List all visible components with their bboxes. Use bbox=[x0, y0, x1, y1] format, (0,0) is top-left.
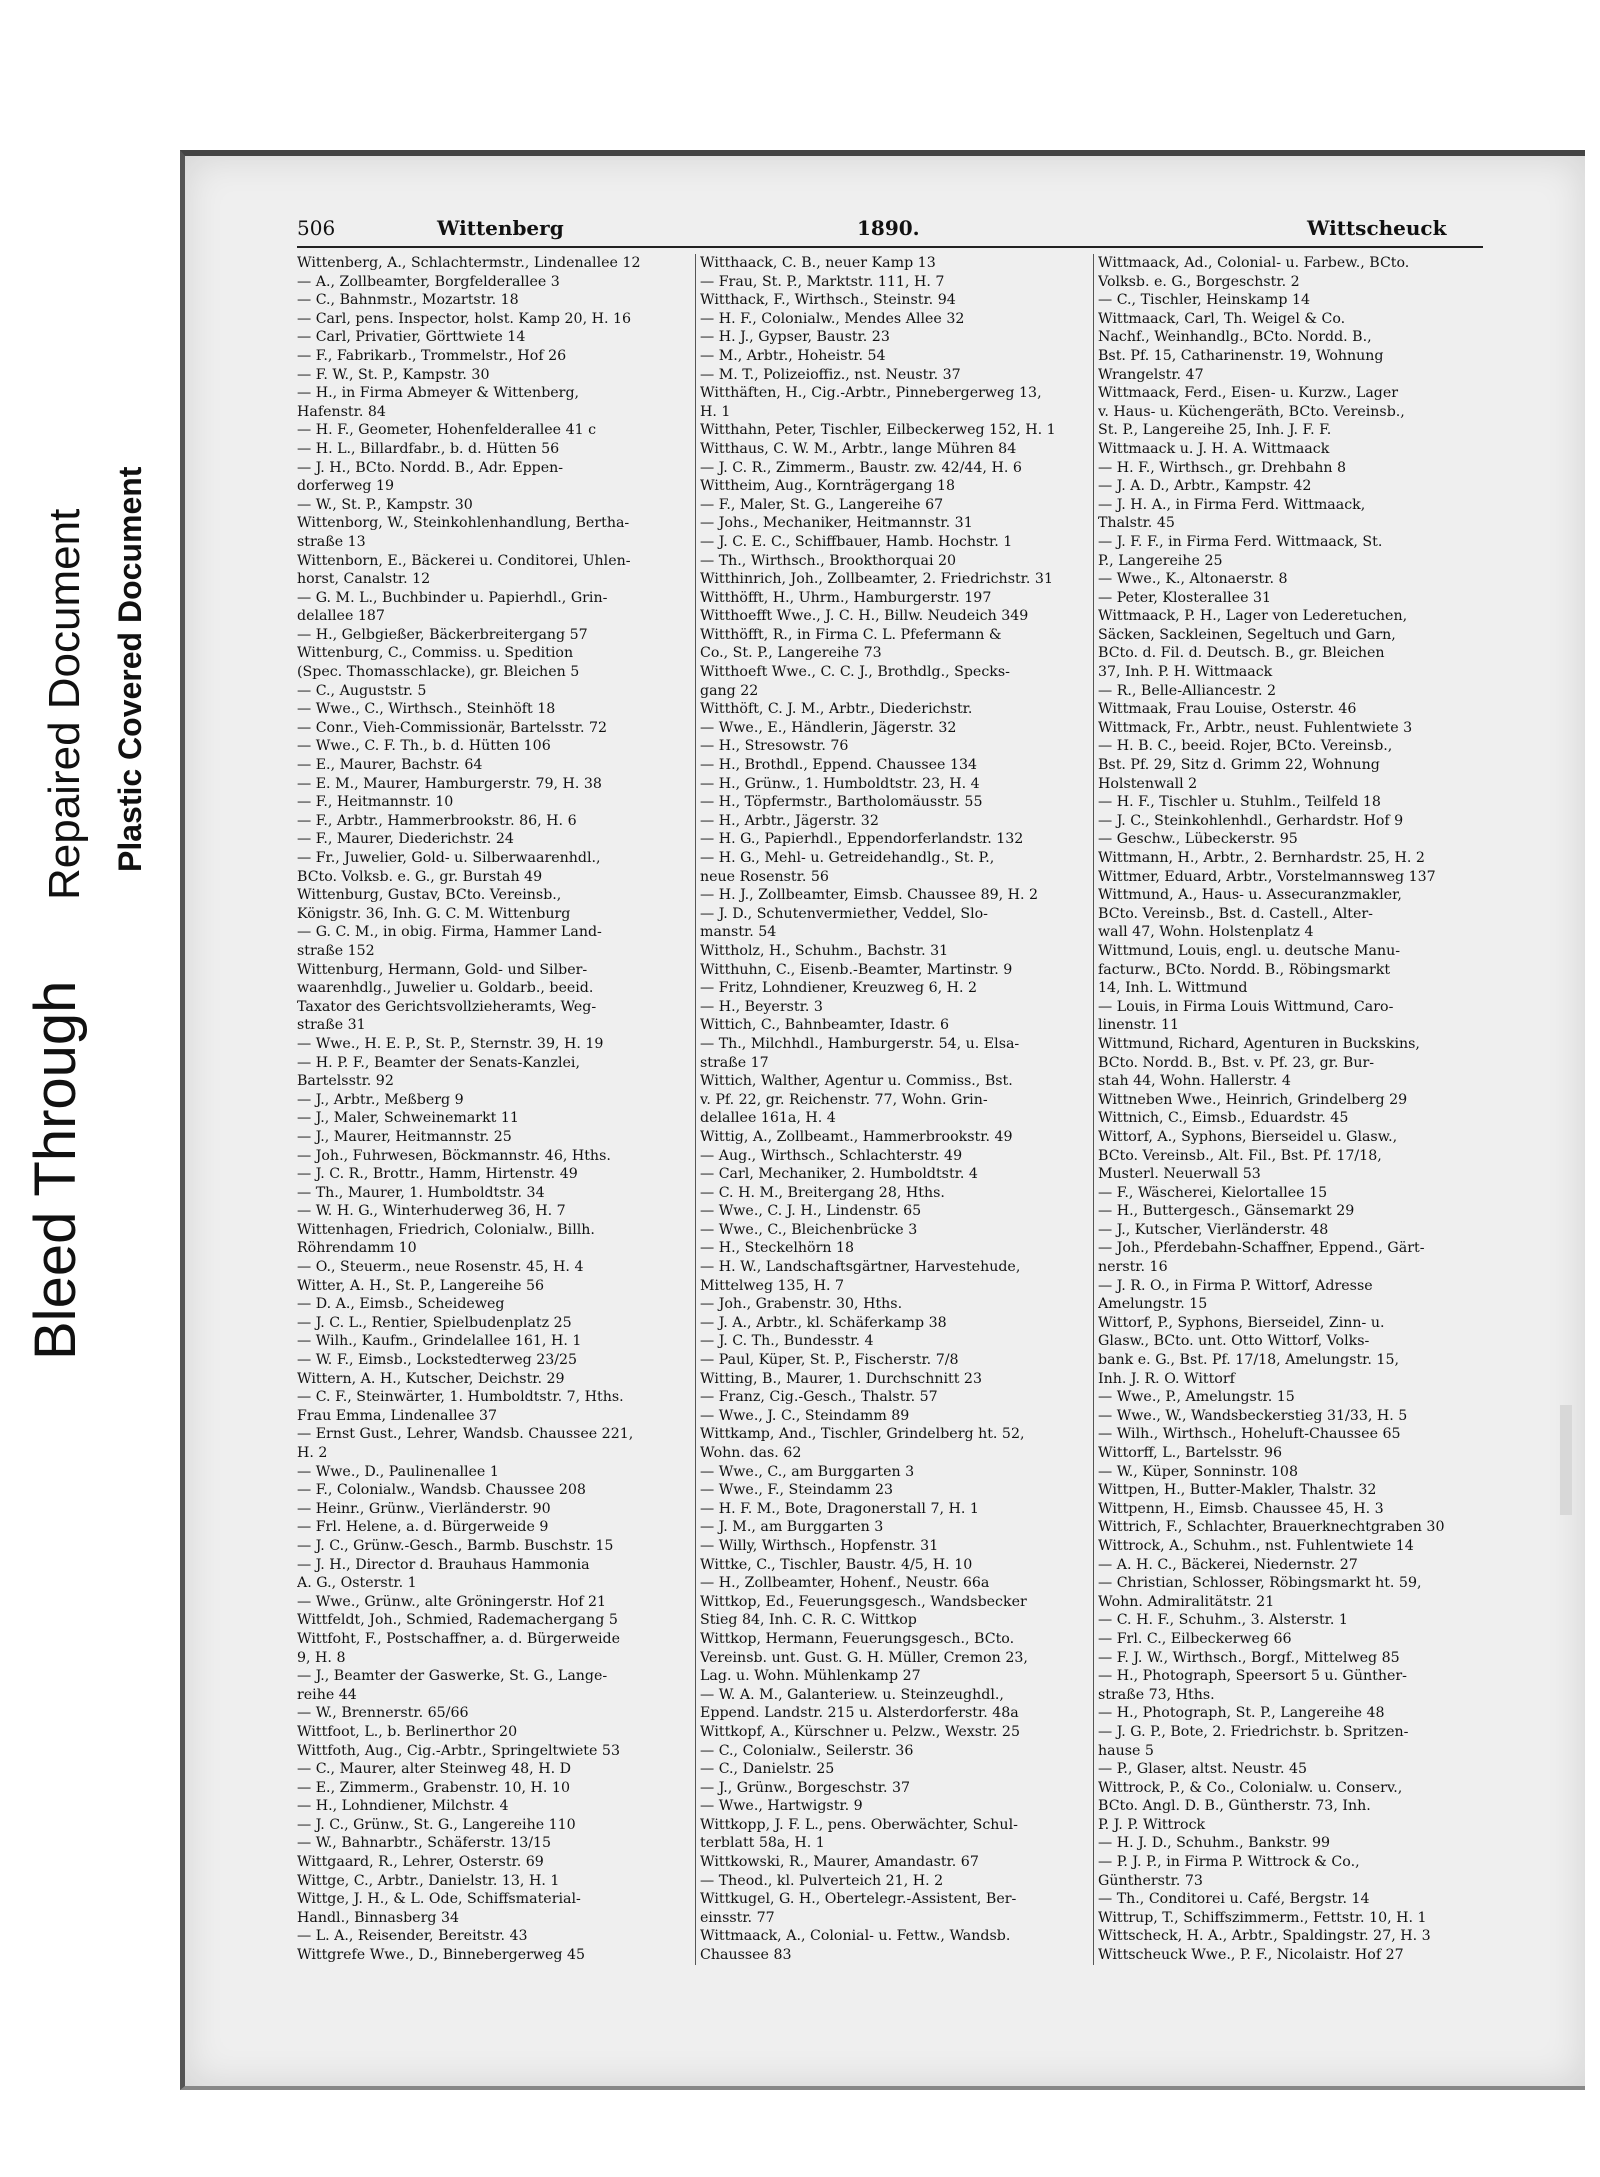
directory-entry: — H., Steckelhörn 18 bbox=[700, 1240, 855, 1257]
directory-entry: — H., Brothdl., Eppend. Chaussee 134 bbox=[700, 757, 978, 774]
directory-entry: Bst. Pf. 29, Sitz d. Grimm 22, Wohnung bbox=[1098, 757, 1380, 774]
directory-entry: — E. M., Maurer, Hamburgerstr. 79, H. 38 bbox=[297, 775, 602, 792]
directory-entry: — H. J., Gypser, Baustr. 23 bbox=[700, 329, 890, 346]
directory-entry: — Joh., Pferdebahn-Schaffner, Eppend., Gärt- bbox=[1098, 1240, 1425, 1257]
directory-entry: BCto. Vereinsb., Bst. d. Castell., Alter- bbox=[1098, 905, 1373, 922]
directory-entry: — W., St. P., Kampstr. 30 bbox=[297, 496, 473, 513]
directory-entry: Wittmann, H., Arbtr., 2. Bernhardstr. 25, H. 2 bbox=[1098, 850, 1425, 866]
directory-entry: straße 13 bbox=[297, 533, 366, 550]
directory-entry: Wittkamp, And., Tischler, Grindelberg ht. 52, bbox=[700, 1426, 1025, 1443]
directory-entry: — F., Colonialw., Wandsb. Chaussee 208 bbox=[297, 1482, 586, 1499]
directory-entry: Wittenhagen, Friedrich, Colonialw., Billh. bbox=[297, 1221, 595, 1238]
directory-entry: — F., Arbtr., Hammerbrookstr. 86, H. 6 bbox=[297, 812, 577, 829]
directory-entry: — J. C. R., Brottr., Hamm, Hirtenstr. 49 bbox=[297, 1166, 578, 1183]
directory-entry: Wittmaack u. J. H. A. Wittmaack bbox=[1098, 440, 1330, 457]
directory-entry: — H., Photograph, St. P., Langereihe 48 bbox=[1098, 1705, 1385, 1722]
directory-entry: Witthahn, Peter, Tischler, Eilbeckerweg 152, H. 1 bbox=[700, 422, 1056, 439]
scanned-page bbox=[180, 150, 1585, 2090]
directory-entry: — Wwe., E., Händlerin, Jägerstr. 32 bbox=[700, 719, 957, 736]
directory-entry: Wittkopf, A., Kürschner u. Pelzw., Wexstr. 25 bbox=[700, 1723, 1020, 1740]
directory-column-2 bbox=[695, 254, 1090, 1965]
directory-entry: — M. T., Polizeioffiz., nst. Neustr. 37 bbox=[700, 366, 961, 383]
directory-entry: Frau Emma, Lindenallee 37 bbox=[297, 1407, 498, 1424]
directory-entry: — D. A., Eimsb., Scheideweg bbox=[297, 1296, 505, 1313]
directory-entry: — Frl. C., Eilbeckerweg 66 bbox=[1098, 1630, 1292, 1647]
directory-entry: — Carl, Mechaniker, 2. Humboldtstr. 4 bbox=[700, 1166, 978, 1183]
directory-entry: — C., Tischler, Heinskamp 14 bbox=[1098, 292, 1310, 309]
directory-entry: — J. H., Director d. Brauhaus Hammonia bbox=[297, 1556, 590, 1573]
directory-entry: — Th., Conditorei u. Café, Bergstr. 14 bbox=[1098, 1891, 1370, 1908]
directory-entry: — H. G., Mehl- u. Getreidehandlg., St. P., bbox=[700, 850, 995, 866]
directory-entry: — H., Zollbeamter, Hohenf., Neustr. 66a bbox=[700, 1575, 990, 1592]
directory-entry: — M., Arbtr., Hoheistr. 54 bbox=[700, 347, 886, 364]
directory-entry: Säcken, Sackleinen, Segeltuch und Garn, bbox=[1098, 626, 1396, 643]
directory-entry: — C., Danielstr. 25 bbox=[700, 1761, 835, 1778]
directory-entry: — H., Lohndiener, Milchstr. 4 bbox=[297, 1798, 509, 1815]
directory-entry: P. J. P. Wittrock bbox=[1098, 1816, 1206, 1833]
side-labels bbox=[0, 0, 170, 2177]
directory-entry: BCto. Nordd. B., Bst. v. Pf. 23, gr. Bur- bbox=[1098, 1054, 1375, 1071]
directory-entry: — Wwe., J. C., Steindamm 89 bbox=[700, 1407, 910, 1424]
directory-entry: gang 22 bbox=[700, 682, 759, 699]
directory-entry: hause 5 bbox=[1098, 1742, 1154, 1759]
directory-entry: — H. F., Wirthsch., gr. Drehbahn 8 bbox=[1098, 459, 1347, 476]
directory-entry: H. 1 bbox=[700, 403, 731, 420]
directory-entry: — F., Maurer, Diederichstr. 24 bbox=[297, 831, 514, 848]
directory-entry: Witting, B., Maurer, 1. Durchschnitt 23 bbox=[700, 1370, 982, 1387]
directory-entry: Wittkop, Hermann, Feuerungsgesch., BCto. bbox=[700, 1630, 1015, 1647]
directory-entry: BCto. Angl. D. B., Güntherstr. 73, Inh. bbox=[1098, 1798, 1371, 1815]
directory-entry: — W. F., Eimsb., Lockstedterweg 23/25 bbox=[297, 1352, 578, 1369]
directory-entry: — H., Grünw., 1. Humboldtstr. 23, H. 4 bbox=[700, 775, 980, 792]
directory-entry: — H., Gelbgießer, Bäckerbreitergang 57 bbox=[297, 626, 588, 643]
directory-entry: — H., Photograph, Speersort 5 u. Günther- bbox=[1098, 1668, 1407, 1685]
directory-entry: — J. C., Grünw.-Gesch., Barmb. Buschstr. 15 bbox=[297, 1537, 614, 1554]
directory-entry: — F., Heitmannstr. 10 bbox=[297, 794, 454, 811]
directory-entry: — Joh., Grabenstr. 30, Hths. bbox=[700, 1296, 903, 1313]
directory-entry: — J. C., Steinkohlenhdl., Gerhardstr. Hof 9 bbox=[1098, 812, 1404, 829]
directory-entry: — C. F., Steinwärter, 1. Humboldtstr. 7, Hths. bbox=[297, 1389, 624, 1406]
directory-entry: wall 47, Wohn. Holstenplatz 4 bbox=[1098, 924, 1314, 941]
directory-entry: Musterl. Neuerwall 53 bbox=[1098, 1166, 1261, 1183]
directory-entry: Wittmaack, Ferd., Eisen- u. Kurzw., Lager bbox=[1098, 385, 1399, 402]
directory-entry: Wittenborn, E., Bäckerei u. Conditorei, Uhlen- bbox=[297, 552, 631, 569]
directory-entry: — H. F. M., Bote, Dragonerstall 7, H. 1 bbox=[700, 1500, 979, 1517]
directory-entry: v. Pf. 22, gr. Reichenstr. 77, Wohn. Grin- bbox=[700, 1091, 988, 1108]
directory-entry: terblatt 58a, H. 1 bbox=[700, 1835, 825, 1852]
directory-entry: — Wwe., P., Amelungstr. 15 bbox=[1098, 1389, 1295, 1406]
directory-entry: — Wwe., Grünw., alte Gröningerstr. Hof 21 bbox=[297, 1593, 607, 1610]
directory-entry: Witter, A. H., St. P., Langereihe 56 bbox=[297, 1277, 545, 1294]
directory-entry: Wittorf, A., Syphons, Bierseidel u. Glasw., bbox=[1098, 1128, 1398, 1145]
directory-entry: Wittich, Walther, Agentur u. Commiss., Bst. bbox=[700, 1073, 1013, 1090]
directory-entry: — P. J. P., in Firma P. Wittrock & Co., bbox=[1098, 1854, 1360, 1871]
directory-entry: straße 152 bbox=[297, 942, 375, 959]
directory-entry: einsstr. 77 bbox=[700, 1909, 775, 1926]
directory-entry: Wittholz, H., Schuhm., Bachstr. 31 bbox=[700, 942, 949, 959]
directory-entry: Witthöfft, H., Uhrm., Hamburgerstr. 197 bbox=[700, 589, 992, 606]
directory-entry: Witthoefft Wwe., J. C. H., Billw. Neudeich 349 bbox=[700, 608, 1029, 625]
directory-entry: — Ernst Gust., Lehrer, Wandsb. Chaussee 221, bbox=[297, 1426, 634, 1443]
directory-entry: — Wwe., D., Paulinenallee 1 bbox=[297, 1463, 499, 1480]
directory-entry: Lag. u. Wohn. Mühlenkamp 27 bbox=[700, 1668, 921, 1685]
directory-entry: 9, H. 8 bbox=[297, 1649, 346, 1666]
directory-entry: St. P., Langereihe 25, Inh. J. F. F. bbox=[1098, 422, 1332, 439]
plastic-covered-label: Plastic Covered Document bbox=[112, 466, 148, 872]
directory-entry: Güntherstr. 73 bbox=[1098, 1872, 1203, 1889]
directory-entry: — Wwe., C., am Burggarten 3 bbox=[700, 1463, 915, 1480]
directory-entry: Wittmund, Richard, Agenturen in Buckskins, bbox=[1098, 1035, 1420, 1052]
directory-entry: Wohn. Admiralitätstr. 21 bbox=[1098, 1593, 1275, 1610]
directory-entry: Witthöfft, R., in Firma C. L. Pfefermann & bbox=[700, 626, 1002, 643]
directory-entry: Wittkopp, J. F. L., pens. Oberwächter, Schul- bbox=[700, 1816, 1018, 1833]
directory-entry: — Johs., Mechaniker, Heitmannstr. 31 bbox=[700, 515, 973, 532]
directory-entry: — G. C. M., in obig. Firma, Hammer Land- bbox=[297, 924, 602, 941]
directory-entry: Chaussee 83 bbox=[700, 1947, 792, 1964]
directory-entry: Witthaus, C. W. M., Arbtr., lange Mühren 84 bbox=[700, 440, 1017, 457]
directory-entry: — J. C. R., Zimmerm., Baustr. zw. 42/44, H. 6 bbox=[700, 459, 1022, 476]
directory-entry: Co., St. P., Langereihe 73 bbox=[700, 645, 882, 662]
directory-entry: BCto. Vereinsb., Alt. Fil., Bst. Pf. 17/18, bbox=[1098, 1147, 1382, 1164]
bleed-through-label: Bleed Through bbox=[23, 980, 88, 1360]
directory-entry: — Wwe., W., Wandsbeckerstieg 31/33, H. 5 bbox=[1098, 1407, 1408, 1424]
directory-entry: straße 31 bbox=[297, 1017, 366, 1034]
directory-entry: horst, Canalstr. 12 bbox=[297, 571, 431, 588]
directory-entry: — H., Beyerstr. 3 bbox=[700, 998, 823, 1015]
directory-entry: — H., Töpfermstr., Bartholomäusstr. 55 bbox=[700, 794, 983, 811]
directory-entry: delallee 187 bbox=[297, 608, 385, 625]
directory-entry: — J. G. P., Bote, 2. Friedrichstr. b. Spritzen- bbox=[1098, 1723, 1409, 1740]
directory-entry: Wittern, A. H., Kutscher, Deichstr. 29 bbox=[297, 1370, 565, 1387]
directory-entry: — Wwe., F., Steindamm 23 bbox=[700, 1482, 894, 1499]
directory-entry: — H. J. D., Schuhm., Bankstr. 99 bbox=[1098, 1835, 1331, 1852]
directory-entry: Nachf., Weinhandlg., BCto. Nordd. B., bbox=[1098, 329, 1372, 346]
directory-entry: — H. F., Colonialw., Mendes Allee 32 bbox=[700, 310, 965, 327]
directory-entry: Witthoeft Wwe., C. C. J., Brothdlg., Specks- bbox=[700, 664, 1010, 681]
directory-entry: Wittheim, Aug., Kornträgergang 18 bbox=[700, 478, 956, 495]
directory-column-3 bbox=[1093, 254, 1488, 1965]
directory-entry: — F. W., St. P., Kampstr. 30 bbox=[297, 366, 490, 383]
directory-entry: — C. H. M., Breitergang 28, Hths. bbox=[700, 1184, 945, 1201]
directory-entry: — J. C., Grünw., St. G., Langereihe 110 bbox=[297, 1816, 576, 1833]
directory-entry: — Paul, Küper, St. P., Fischerstr. 7/8 bbox=[700, 1352, 959, 1369]
directory-entry: — G. M. L., Buchbinder u. Papierhdl., Grin- bbox=[297, 589, 608, 606]
directory-column-1 bbox=[297, 254, 691, 1965]
directory-entry: reihe 44 bbox=[297, 1686, 357, 1703]
directory-entry: — J. C. L., Rentier, Spielbudenplatz 25 bbox=[297, 1314, 572, 1331]
directory-entry: Wittmaak, Frau Louise, Osterstr. 46 bbox=[1098, 701, 1357, 718]
directory-entry: Bartelsstr. 92 bbox=[297, 1073, 394, 1090]
directory-entry: Wittorff, L., Bartelsstr. 96 bbox=[1098, 1445, 1282, 1461]
directory-entry: — H., in Firma Abmeyer & Wittenberg, bbox=[297, 385, 580, 402]
directory-entry: — Wilh., Kaufm., Grindelallee 161, H. 1 bbox=[297, 1333, 582, 1350]
directory-entry: — Th., Maurer, 1. Humboldtstr. 34 bbox=[297, 1184, 545, 1201]
directory-entry: Röhrendamm 10 bbox=[297, 1240, 417, 1257]
directory-entry: — H. L., Billardfabr., b. d. Hütten 56 bbox=[297, 440, 560, 457]
directory-entry: — L. A., Reisender, Bereitstr. 43 bbox=[297, 1928, 528, 1945]
directory-entry: — J., Grünw., Borgeschstr. 37 bbox=[700, 1779, 911, 1796]
directory-entry: 14, Inh. L. Wittmund bbox=[1098, 980, 1248, 997]
directory-entry: — A., Zollbeamter, Borgfelderallee 3 bbox=[297, 273, 560, 290]
directory-entry: — H., Buttergesch., Gänsemarkt 29 bbox=[1098, 1203, 1355, 1220]
directory-entry: — J. A., Arbtr., kl. Schäferkamp 38 bbox=[700, 1314, 947, 1331]
directory-entry: Witthinrich, Joh., Zollbeamter, 2. Friedrichstr. 31 bbox=[700, 571, 1053, 588]
directory-entry: Wittorf, P., Syphons, Bierseidel, Zinn- u. bbox=[1098, 1314, 1385, 1331]
directory-entry: — C., Colonialw., Seilerstr. 36 bbox=[700, 1742, 914, 1759]
header-left-word: Wittenberg bbox=[437, 216, 564, 240]
directory-entry: — H. P. F., Beamter der Senats-Kanzlei, bbox=[297, 1054, 580, 1071]
directory-entry: Taxator des Gerichtsvollzieheramts, Weg- bbox=[297, 998, 597, 1015]
page-number: 506 bbox=[297, 216, 336, 240]
repaired-document-label: Repaired Document bbox=[40, 508, 89, 900]
directory-entry: Wittfoth, Aug., Cig.-Arbtr., Springeltwiete 53 bbox=[297, 1742, 620, 1759]
directory-entry: — Conr., Vieh-Commissionär, Bartelsstr. 72 bbox=[297, 719, 608, 736]
directory-entry: bank e. G., Bst. Pf. 17/18, Amelungstr. 15, bbox=[1098, 1352, 1399, 1369]
directory-entry: — C., Maurer, alter Steinweg 48, H. D bbox=[297, 1761, 571, 1778]
directory-entry: — H. J., Zollbeamter, Eimsb. Chaussee 89, H. 2 bbox=[700, 887, 1039, 904]
directory-entry: — H. G., Papierhdl., Eppendorferlandstr. 132 bbox=[700, 831, 1024, 848]
directory-entry: — W., Bahnarbtr., Schäferstr. 13/15 bbox=[297, 1835, 552, 1852]
directory-entry: Wittmaack, P. H., Lager von Lederetuchen, bbox=[1098, 608, 1408, 625]
directory-entry: — W. H. G., Winterhuderweg 36, H. 7 bbox=[297, 1203, 566, 1220]
directory-entry: Wittich, C., Bahnbeamter, Idastr. 6 bbox=[700, 1017, 950, 1034]
directory-entry: — W. A. M., Galanteriew. u. Steinzeughdl., bbox=[700, 1686, 1004, 1703]
directory-entry: — Carl, Privatier, Görttwiete 14 bbox=[297, 329, 526, 346]
directory-entry: nerstr. 16 bbox=[1098, 1259, 1168, 1276]
directory-entry: Witthaack, C. B., neuer Kamp 13 bbox=[700, 255, 936, 271]
directory-entry: — Carl, pens. Inspector, holst. Kamp 20, H. 16 bbox=[297, 310, 632, 327]
directory-entry: Volksb. e. G., Borgeschstr. 2 bbox=[1098, 273, 1300, 290]
directory-entry: — Frau, St. P., Marktstr. 111, H. 7 bbox=[700, 273, 945, 290]
directory-entry: — Theod., kl. Pulverteich 21, H. 2 bbox=[700, 1872, 944, 1889]
directory-entry: Wittenberg, A., Schlachtermstr., Lindenallee 12 bbox=[297, 255, 641, 271]
directory-entry: waarenhdlg., Juwelier u. Goldarb., beeid. bbox=[297, 980, 594, 997]
directory-entry: Wittenborg, W., Steinkohlenhandlung, Bertha- bbox=[297, 515, 630, 532]
directory-entry: — C., Bahnmstr., Mozartstr. 18 bbox=[297, 292, 519, 309]
directory-entry: Wittfoot, L., b. Berlinerthor 20 bbox=[297, 1723, 518, 1740]
directory-entry: — J. C. E. C., Schiffbauer, Hamb. Hochstr. 1 bbox=[700, 533, 1013, 550]
directory-entry: — A. H. C., Bäckerei, Niedernstr. 27 bbox=[1098, 1556, 1358, 1573]
directory-entry: — E., Zimmerm., Grabenstr. 10, H. 10 bbox=[297, 1779, 570, 1796]
directory-entry: straße 17 bbox=[700, 1054, 769, 1071]
directory-entry: — Franz, Cig.-Gesch., Thalstr. 57 bbox=[700, 1389, 938, 1406]
directory-entry: — Th., Milchhdl., Hamburgerstr. 54, u. Elsa- bbox=[700, 1035, 1020, 1052]
directory-entry: Witthäften, H., Cig.-Arbtr., Pinnebergerweg 13, bbox=[700, 385, 1042, 402]
directory-entry: Wittge, C., Arbtr., Danielstr. 13, H. 1 bbox=[297, 1872, 560, 1889]
directory-entry: — Aug., Wirthsch., Schlachterstr. 49 bbox=[700, 1147, 963, 1164]
directory-entry: Wittge, J. H., & L. Ode, Schiffsmaterial- bbox=[297, 1891, 581, 1908]
directory-entry: — J. H., BCto. Nordd. B., Adr. Eppen- bbox=[297, 459, 564, 476]
directory-entry: manstr. 54 bbox=[700, 924, 777, 941]
directory-entry: Wittpen, H., Butter-Makler, Thalstr. 32 bbox=[1098, 1482, 1377, 1499]
directory-entry: — P., Glaser, altst. Neustr. 45 bbox=[1098, 1761, 1308, 1778]
directory-entry: stah 44, Wohn. Hallerstr. 4 bbox=[1098, 1073, 1291, 1090]
directory-entry: Mittelweg 135, H. 7 bbox=[700, 1277, 845, 1294]
directory-entry: — J., Maurer, Heitmannstr. 25 bbox=[297, 1128, 512, 1145]
directory-entry: P., Langereihe 25 bbox=[1098, 552, 1223, 569]
directory-entry: — J., Kutscher, Vierländerstr. 48 bbox=[1098, 1221, 1329, 1238]
directory-entry: — J., Beamter der Gaswerke, St. G., Lange- bbox=[297, 1668, 608, 1685]
directory-entry: Wittneben Wwe., Heinrich, Grindelberg 29 bbox=[1098, 1091, 1408, 1108]
directory-entry: Königstr. 36, Inh. G. C. M. Wittenburg bbox=[297, 905, 571, 922]
directory-entry: — F., Maler, St. G., Langereihe 67 bbox=[700, 496, 944, 513]
directory-entry: Thalstr. 45 bbox=[1098, 515, 1175, 532]
directory-entry: Wittmack, Fr., Arbtr., neust. Fuhlentwiete 3 bbox=[1098, 719, 1413, 736]
directory-entry: — H. B. C., beeid. Rojer, BCto. Vereinsb., bbox=[1098, 738, 1393, 755]
directory-entry: — Fritz, Lohndiener, Kreuzweg 6, H. 2 bbox=[700, 980, 978, 997]
directory-entry: — W., Brennerstr. 65/66 bbox=[297, 1705, 469, 1722]
directory-entry: — J. R. O., in Firma P. Wittorf, Adresse bbox=[1098, 1277, 1373, 1294]
directory-entry: Inh. J. R. O. Wittorf bbox=[1098, 1370, 1235, 1387]
directory-entry: Wittkowski, R., Maurer, Amandastr. 67 bbox=[700, 1854, 979, 1871]
directory-entry: Wittpenn, H., Eimsb. Chaussee 45, H. 3 bbox=[1098, 1500, 1384, 1517]
directory-entry: Wittgrefe Wwe., D., Binnebergerweg 45 bbox=[297, 1947, 586, 1964]
directory-entry: v. Haus- u. Küchengeräth, BCto. Vereinsb., bbox=[1098, 403, 1405, 420]
directory-entry: — J. F. F., in Firma Ferd. Wittmaack, St. bbox=[1098, 533, 1383, 550]
directory-entry: Wittrich, F., Schlachter, Brauerknechtgraben 30 bbox=[1098, 1519, 1445, 1536]
directory-entry: — C., Auguststr. 5 bbox=[297, 682, 427, 699]
directory-entry: Wittkop, Ed., Feuerungsgesch., Wandsbecker bbox=[700, 1593, 1027, 1610]
directory-entry: Wittkugel, G. H., Obertelegr.-Assistent, Ber- bbox=[700, 1891, 1017, 1908]
directory-entry: Wittmer, Eduard, Arbtr., Vorstelmannsweg 137 bbox=[1098, 868, 1436, 885]
directory-entry: — Fr., Juwelier, Gold- u. Silberwaarenhdl., bbox=[297, 850, 601, 866]
directory-entry: Eppend. Landstr. 215 u. Alsterdorferstr. 48a bbox=[700, 1705, 1019, 1722]
directory-entry: — Th., Wirthsch., Brookthorquai 20 bbox=[700, 552, 957, 569]
directory-entry: — Christian, Schlosser, Röbingsmarkt ht. 59, bbox=[1098, 1575, 1422, 1592]
directory-entry: — Wwe., K., Altonaerstr. 8 bbox=[1098, 571, 1288, 588]
directory-entry: — J. M., am Burggarten 3 bbox=[700, 1519, 884, 1536]
directory-entry: linenstr. 11 bbox=[1098, 1017, 1180, 1034]
directory-entry: delallee 161a, H. 4 bbox=[700, 1110, 836, 1127]
directory-entry: — Wwe., Hartwigstr. 9 bbox=[700, 1798, 863, 1815]
directory-entry: Wittmaack, A., Colonial- u. Fettw., Wandsb. bbox=[700, 1928, 1011, 1945]
directory-entry: Wittscheuck Wwe., P. F., Nicolaistr. Hof 27 bbox=[1098, 1947, 1404, 1964]
directory-entry: (Spec. Thomasschlacke), gr. Bleichen 5 bbox=[297, 664, 580, 681]
directory-entry: — F., Fabrikarb., Trommelstr., Hof 26 bbox=[297, 347, 567, 364]
directory-entry: — Frl. Helene, a. d. Bürgerweide 9 bbox=[297, 1519, 549, 1536]
directory-entry: A. G., Osterstr. 1 bbox=[297, 1575, 417, 1592]
directory-entry: — Wwe., C. J. H., Lindenstr. 65 bbox=[700, 1203, 922, 1220]
directory-entry: — J., Arbtr., Meßberg 9 bbox=[297, 1091, 464, 1108]
directory-entry: — J. D., Schutenvermiether, Veddel, Slo- bbox=[700, 905, 988, 922]
directory-entry: Wittenburg, Hermann, Gold- und Silber- bbox=[297, 961, 588, 978]
directory-entry: — W., Küper, Sonninstr. 108 bbox=[1098, 1463, 1298, 1480]
directory-entry: Wittrock, P., & Co., Colonialw. u. Conserv., bbox=[1098, 1779, 1403, 1796]
directory-entry: H. 2 bbox=[297, 1445, 328, 1461]
directory-entry: — Willy, Wirthsch., Hopfenstr. 31 bbox=[700, 1537, 939, 1554]
directory-entry: — Geschw., Lübeckerstr. 95 bbox=[1098, 831, 1298, 848]
directory-entry: — F., Wäscherei, Kielortallee 15 bbox=[1098, 1184, 1328, 1201]
directory-entry: Wittenburg, C., Commiss. u. Spedition bbox=[297, 645, 574, 662]
directory-entry: Wrangelstr. 47 bbox=[1098, 366, 1204, 383]
directory-entry: — Wwe., C., Bleichenbrücke 3 bbox=[700, 1221, 918, 1238]
directory-entry: Wittrock, A., Schuhm., nst. Fuhlentwiete 14 bbox=[1098, 1537, 1414, 1554]
directory-entry: Wittfoht, F., Postschaffner, a. d. Bürgerweide bbox=[297, 1630, 620, 1647]
directory-entry: — H. F., Geometer, Hohenfelderallee 41 c bbox=[297, 422, 597, 439]
directory-entry: — Wwe., C. F. Th., b. d. Hütten 106 bbox=[297, 738, 551, 755]
directory-entry: — E., Maurer, Bachstr. 64 bbox=[297, 757, 483, 774]
directory-entry: — Joh., Fuhrwesen, Böckmannstr. 46, Hths. bbox=[297, 1147, 611, 1164]
directory-entry: Witthöft, C. J. M., Arbtr., Diederichstr. bbox=[700, 701, 973, 718]
directory-entry: facturw., BCto. Nordd. B., Röbingsmarkt bbox=[1098, 961, 1391, 978]
directory-entry: Wittke, C., Tischler, Baustr. 4/5, H. 10 bbox=[700, 1556, 973, 1573]
directory-entry: Amelungstr. 15 bbox=[1098, 1296, 1208, 1313]
directory-entry: — F. J. W., Wirthsch., Borgf., Mittelweg 85 bbox=[1098, 1649, 1400, 1666]
directory-entry: Hafenstr. 84 bbox=[297, 403, 386, 420]
directory-entry: Wittmund, Louis, engl. u. deutsche Manu- bbox=[1098, 942, 1401, 959]
directory-entry: Stieg 84, Inh. C. R. C. Wittkop bbox=[700, 1612, 917, 1629]
directory-entry: 37, Inh. P. H. Wittmaack bbox=[1098, 664, 1273, 681]
directory-entry: Wittscheck, H. A., Arbtr., Spaldingstr. 27, H. 3 bbox=[1098, 1928, 1431, 1945]
directory-entry: — Wilh., Wirthsch., Hoheluft-Chaussee 65 bbox=[1098, 1426, 1401, 1443]
directory-entry: Vereinsb. unt. Gust. G. H. Müller, Cremon 23, bbox=[700, 1649, 1028, 1666]
directory-entry: Witthack, F., Wirthsch., Steinstr. 94 bbox=[700, 292, 956, 309]
directory-entry: — Peter, Klosterallee 31 bbox=[1098, 589, 1272, 606]
directory-entry: Wittfeldt, Joh., Schmied, Rademachergang 5 bbox=[297, 1612, 618, 1629]
directory-entry: Wittenburg, Gustav, BCto. Vereinsb., bbox=[297, 887, 562, 904]
directory-entry: — H., Stresowstr. 76 bbox=[700, 738, 849, 755]
directory-entry: Wittrup, T., Schiffszimmerm., Fettstr. 10, H. 1 bbox=[1098, 1909, 1427, 1926]
directory-entry: Witthuhn, C., Eisenb.-Beamter, Martinstr. 9 bbox=[700, 961, 1013, 978]
directory-entry: — O., Steuerm., neue Rosenstr. 45, H. 4 bbox=[297, 1259, 584, 1276]
directory-entry: — Wwe., C., Wirthsch., Steinhöft 18 bbox=[297, 701, 556, 718]
directory-entry: Wohn. das. 62 bbox=[700, 1445, 802, 1461]
running-head bbox=[297, 214, 1483, 248]
directory-entry: BCto. Volksb. e. G., gr. Burstah 49 bbox=[297, 868, 543, 885]
directory-entry: — J. H. A., in Firma Ferd. Wittmaack, bbox=[1098, 496, 1366, 513]
directory-entry: — J. A. D., Arbtr., Kampstr. 42 bbox=[1098, 478, 1312, 495]
directory-entry: — Heinr., Grünw., Vierländerstr. 90 bbox=[297, 1500, 551, 1517]
directory-entry: Wittnich, C., Eimsb., Eduardstr. 45 bbox=[1098, 1110, 1349, 1127]
directory-entry: — R., Belle-Alliancestr. 2 bbox=[1098, 682, 1277, 699]
directory-entry: Wittmaack, Carl, Th. Weigel & Co. bbox=[1098, 310, 1346, 327]
header-right-word: Wittscheuck bbox=[1307, 216, 1447, 240]
directory-entry: Holstenwall 2 bbox=[1098, 775, 1198, 792]
directory-entry: Bst. Pf. 15, Catharinenstr. 19, Wohnung bbox=[1098, 347, 1384, 364]
directory-entry: — J., Maler, Schweinemarkt 11 bbox=[297, 1110, 519, 1127]
directory-entry: neue Rosenstr. 56 bbox=[700, 868, 829, 885]
directory-entry: Wittmund, A., Haus- u. Assecuranzmakler, bbox=[1098, 887, 1402, 904]
directory-entry: Wittig, A., Zollbeamt., Hammerbrookstr. 49 bbox=[700, 1128, 1013, 1145]
directory-entry: Wittgaard, R., Lehrer, Osterstr. 69 bbox=[297, 1854, 544, 1871]
directory-entry: — Wwe., H. E. P., St. P., Sternstr. 39, H. 19 bbox=[297, 1035, 604, 1052]
directory-entry: BCto. d. Fil. d. Deutsch. B., gr. Bleichen bbox=[1098, 645, 1385, 662]
directory-entry: dorferweg 19 bbox=[297, 478, 395, 495]
directory-entry: — H. W., Landschaftsgärtner, Harvestehude, bbox=[700, 1259, 1021, 1276]
directory-entry: — Louis, in Firma Louis Wittmund, Caro- bbox=[1098, 998, 1394, 1015]
directory-entry: — J. C. Th., Bundesstr. 4 bbox=[700, 1333, 874, 1350]
header-year: 1890. bbox=[857, 216, 920, 240]
directory-entry: Handl., Binnasberg 34 bbox=[297, 1909, 459, 1926]
directory-entry: — H., Arbtr., Jägerstr. 32 bbox=[700, 812, 879, 829]
directory-entry: Glasw., BCto. unt. Otto Wittorf, Volks- bbox=[1098, 1333, 1370, 1350]
directory-entry: — H. F., Tischler u. Stuhlm., Teilfeld 18 bbox=[1098, 794, 1381, 811]
page-edge-notch bbox=[1560, 1405, 1572, 1515]
directory-entry: — C. H. F., Schuhm., 3. Alsterstr. 1 bbox=[1098, 1612, 1348, 1629]
directory-entry: Wittmaack, Ad., Colonial- u. Farbew., BCto. bbox=[1098, 255, 1410, 271]
directory-entry: straße 73, Hths. bbox=[1098, 1686, 1215, 1703]
page-content bbox=[297, 214, 1483, 1994]
